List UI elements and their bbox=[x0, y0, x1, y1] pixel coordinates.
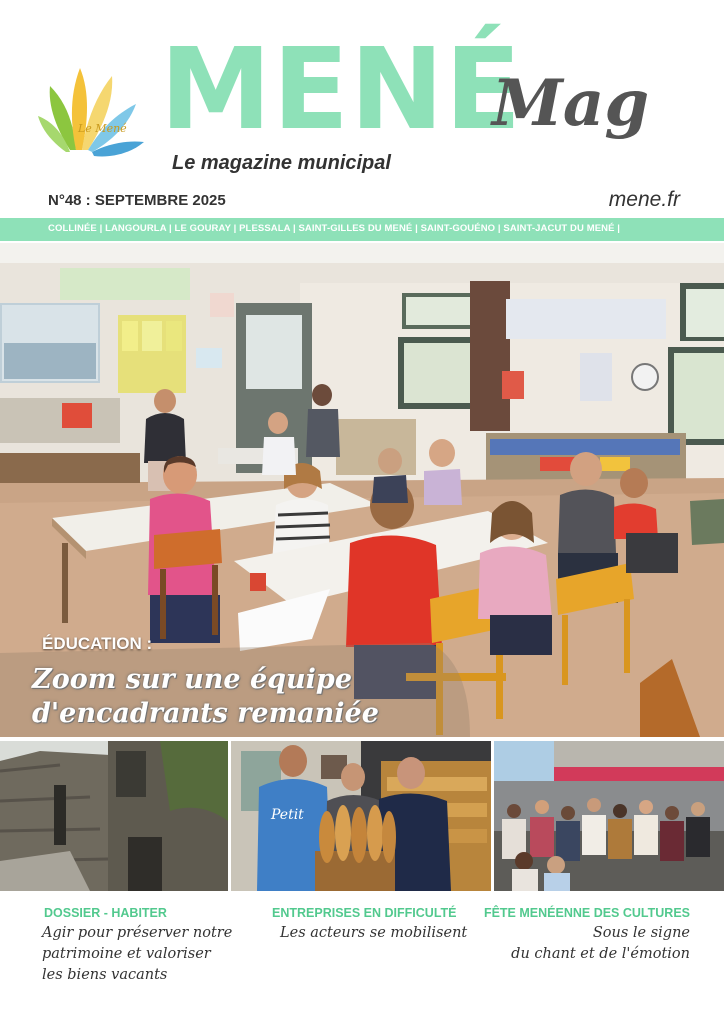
mene-logo bbox=[36, 58, 148, 168]
classroom-photo bbox=[0, 243, 724, 737]
article-3-line-1: Sous le signe bbox=[592, 925, 690, 941]
magazine-title-mag: Mag bbox=[492, 66, 650, 141]
shirt-text: Petit bbox=[271, 807, 304, 823]
website-link[interactable]: mene.fr bbox=[608, 188, 680, 211]
communes-list: COLLINÉE | LANGOURLA | LE GOURAY | PLESSALA | SAINT-GILLES DU MENÉ | SAINT-GOUÉNO | SAINT-JACUT DU MENÉ | bbox=[48, 223, 621, 234]
magazine-subtitle: Le magazine municipal bbox=[172, 152, 391, 174]
logo-text: Le Mené bbox=[78, 122, 127, 135]
issue-number: N°48 : SEPTEMBRE 2025 bbox=[48, 192, 226, 209]
article-1-heading: DOSSIER - HABITER bbox=[44, 906, 167, 920]
article-2-heading: ENTREPRISES EN DIFFICULTÉ bbox=[272, 906, 457, 920]
stone-house-photo bbox=[0, 741, 228, 891]
communes-banner bbox=[0, 218, 724, 241]
article-3-line-2: du chant et de l'émotion bbox=[511, 946, 690, 962]
festival-photo bbox=[494, 741, 724, 891]
section-label: ÉDUCATION : bbox=[42, 634, 153, 653]
article-1-line-2: patrimoine et valoriser bbox=[42, 946, 211, 962]
article-1-line-3: les biens vacants bbox=[42, 967, 168, 983]
article-2-line-1: Les acteurs se mobilisent bbox=[280, 925, 468, 941]
article-3-heading: FÊTE MENÉENNE DES CULTURES bbox=[483, 906, 690, 920]
cover-headline-line-1: Zoom sur une équipe bbox=[32, 664, 352, 695]
bakery-photo bbox=[231, 741, 491, 891]
article-1-line-1: Agir pour préserver notre bbox=[42, 925, 233, 941]
cover-headline-line-2: d'encadrants remaniée bbox=[32, 698, 379, 729]
magazine-title: MENÉ bbox=[160, 25, 523, 155]
